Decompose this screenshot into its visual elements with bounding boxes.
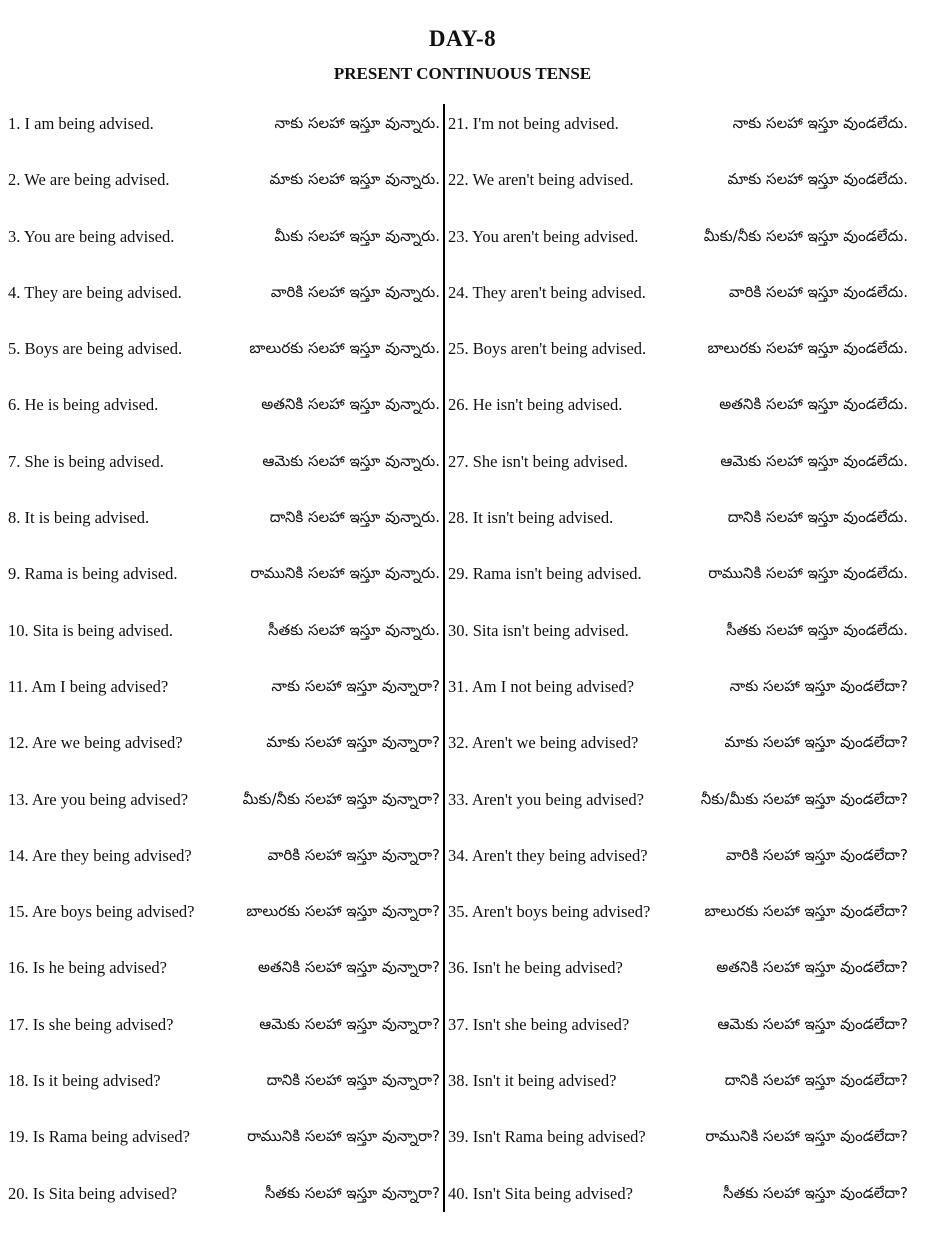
- english-sentence: 17. Is she being advised?: [8, 1014, 174, 1034]
- english-sentence: 34. Aren't they being advised?: [448, 845, 648, 865]
- sentence-row: [8, 1005, 440, 1061]
- sentence-row: [448, 160, 908, 216]
- english-sentence: 35. Aren't boys being advised?: [448, 902, 651, 922]
- telugu-translation: వారికి సలహా ఇస్తూ వున్నారా?: [267, 845, 440, 864]
- telugu-translation: దానికి సలహా ఇస్తూ వున్నారు.: [269, 508, 440, 527]
- sentence-row: [448, 667, 908, 723]
- telugu-translation: వారికి సలహా ఇస్తూ వుండలేదు.: [728, 282, 908, 301]
- english-sentence: 13. Are you being advised?: [8, 789, 189, 809]
- sentence-row: [448, 1117, 908, 1173]
- telugu-translation: బాలురకు సలహా ఇస్తూ వుండలేదు.: [707, 339, 908, 358]
- telugu-translation: మాకు సలహా ఇస్తూ వున్నారా?: [266, 733, 440, 752]
- telugu-translation: మాకు సలహా ఇస్తూ వుండలేదు.: [727, 170, 908, 189]
- sentence-row: [8, 1061, 440, 1117]
- sentence-row: [448, 1005, 908, 1061]
- english-sentence: 3. You are being advised.: [8, 226, 175, 246]
- telugu-translation: ఆమెకు సలహా ఇస్తూ వున్నారు.: [262, 451, 440, 470]
- page-title: DAY-8: [428, 26, 497, 51]
- telugu-translation: మీకు/నీకు సలహా ఇస్తూ వున్నారా?: [242, 789, 440, 808]
- telugu-translation: అతనికి సలహా ఇస్తూ వున్నారు.: [261, 395, 440, 414]
- sentence-row: [8, 329, 440, 385]
- sentence-row: [8, 948, 440, 1004]
- english-sentence: 37. Isn't she being advised?: [448, 1014, 630, 1034]
- english-sentence: 27. She isn't being advised.: [448, 451, 628, 471]
- sentence-row: [448, 554, 908, 610]
- sentence-row: [448, 217, 908, 273]
- english-sentence: 10. Sita is being advised.: [8, 620, 173, 640]
- sentence-row: [448, 385, 908, 441]
- left-column: [8, 104, 440, 1230]
- english-sentence: 12. Are we being advised?: [8, 733, 183, 753]
- english-sentence: 9. Rama is being advised.: [8, 564, 178, 584]
- english-sentence: 2. We are being advised.: [8, 170, 170, 190]
- sentence-row: [8, 385, 440, 441]
- english-sentence: 19. Is Rama being advised?: [8, 1127, 190, 1147]
- sentence-row: [8, 1117, 440, 1173]
- english-sentence: 11. Am I being advised?: [8, 676, 169, 696]
- sentence-row: [8, 104, 440, 160]
- telugu-translation: రామునికి సలహా ఇస్తూ వున్నారా?: [247, 1127, 440, 1146]
- english-sentence: 28. It isn't being advised.: [448, 508, 614, 528]
- telugu-translation: సీతకు సలహా ఇస్తూ వుండలేదు.: [726, 620, 908, 639]
- telugu-translation: అతనికి సలహా ఇస్తూ వుండలేదా?: [716, 958, 908, 977]
- telugu-translation: ఆమెకు సలహా ఇస్తూ వున్నారా?: [259, 1014, 440, 1033]
- sentence-row: [448, 836, 908, 892]
- telugu-translation: అతనికి సలహా ఇస్తూ వున్నారా?: [258, 958, 440, 977]
- telugu-translation: మాకు సలహా ఇస్తూ వున్నారు.: [269, 170, 440, 189]
- telugu-translation: వారికి సలహా ఇస్తూ వున్నారు.: [270, 282, 440, 301]
- telugu-translation: దానికి సలహా ఇస్తూ వుండలేదు.: [727, 508, 908, 527]
- sentence-row: [448, 892, 908, 948]
- english-sentence: 20. Is Sita being advised?: [8, 1183, 178, 1203]
- sentence-row: [8, 1174, 440, 1230]
- sentence-row: [8, 442, 440, 498]
- sentence-row: [8, 611, 440, 667]
- sentence-row: [448, 723, 908, 779]
- telugu-translation: నాకు సలహా ఇస్తూ వుండలేదా?: [729, 676, 908, 695]
- sentence-row: [448, 1061, 908, 1117]
- telugu-translation: నాకు సలహా ఇస్తూ వున్నారా?: [271, 676, 440, 695]
- sentence-row: [448, 329, 908, 385]
- telugu-translation: రామునికి సలహా ఇస్తూ వుండలేదు.: [708, 564, 908, 583]
- english-sentence: 23. You aren't being advised.: [448, 226, 639, 246]
- page-subtitle: PRESENT CONTINUOUS TENSE: [333, 64, 592, 83]
- sentence-row: [448, 273, 908, 329]
- english-sentence: 33. Aren't you being advised?: [448, 789, 644, 809]
- sentence-row: [448, 611, 908, 667]
- telugu-translation: మీకు/నీకు సలహా ఇస్తూ వుండలేదు.: [703, 226, 908, 245]
- sentence-row: [8, 667, 440, 723]
- english-sentence: 29. Rama isn't being advised.: [448, 564, 642, 584]
- sentence-row: [8, 160, 440, 216]
- english-sentence: 30. Sita isn't being advised.: [448, 620, 629, 640]
- right-column: [448, 104, 908, 1230]
- telugu-translation: రామునికి సలహా ఇస్తూ వుండలేదా?: [705, 1127, 908, 1146]
- english-sentence: 4. They are being advised.: [8, 282, 182, 302]
- telugu-translation: సీతకు సలహా ఇస్తూ వున్నారు.: [268, 620, 440, 639]
- telugu-translation: దానికి సలహా ఇస్తూ వుండలేదా?: [724, 1071, 908, 1090]
- telugu-translation: బాలురకు సలహా ఇస్తూ వుండలేదా?: [704, 902, 908, 921]
- english-sentence: 14. Are they being advised?: [8, 845, 192, 865]
- english-sentence: 31. Am I not being advised?: [448, 676, 635, 696]
- english-sentence: 38. Isn't it being advised?: [448, 1071, 617, 1091]
- sentence-row: [8, 723, 440, 779]
- telugu-translation: మాకు సలహా ఇస్తూ వుండలేదా?: [724, 733, 908, 752]
- telugu-translation: అతనికి సలహా ఇస్తూ వుండలేదు.: [719, 395, 908, 414]
- sentence-row: [8, 892, 440, 948]
- telugu-translation: నీకు/మీకు సలహా ఇస్తూ వుండలేదా?: [700, 789, 908, 808]
- sentence-row: [448, 780, 908, 836]
- sentence-row: [8, 780, 440, 836]
- english-sentence: 26. He isn't being advised.: [448, 395, 623, 415]
- sentence-row: [8, 836, 440, 892]
- english-sentence: 1. I am being advised.: [8, 114, 154, 133]
- english-sentence: 7. She is being advised.: [8, 451, 164, 471]
- sentence-row: [448, 442, 908, 498]
- telugu-translation: రామునికి సలహా ఇస్తూ వున్నారు.: [250, 564, 440, 583]
- english-sentence: 16. Is he being advised?: [8, 958, 167, 978]
- telugu-translation: మీకు సలహా ఇస్తూ వున్నారు.: [274, 226, 440, 245]
- english-sentence: 15. Are boys being advised?: [8, 902, 195, 922]
- telugu-translation: సీతకు సలహా ఇస్తూ వుండలేదా?: [723, 1183, 908, 1202]
- sentence-row: [8, 273, 440, 329]
- english-sentence: 25. Boys aren't being advised.: [448, 339, 647, 359]
- sentence-row: [8, 217, 440, 273]
- telugu-translation: వారికి సలహా ఇస్తూ వుండలేదా?: [725, 845, 908, 864]
- telugu-translation: దానికి సలహా ఇస్తూ వున్నారా?: [266, 1071, 440, 1090]
- telugu-translation: బాలురకు సలహా ఇస్తూ వున్నారు.: [249, 339, 440, 358]
- english-sentence: 32. Aren't we being advised?: [448, 733, 639, 753]
- telugu-translation: సీతకు సలహా ఇస్తూ వున్నారా?: [264, 1183, 440, 1202]
- telugu-translation: ఆమెకు సలహా ఇస్తూ వుండలేదా?: [717, 1014, 908, 1033]
- english-sentence: 6. He is being advised.: [8, 395, 159, 415]
- english-sentence: 36. Isn't he being advised?: [448, 958, 623, 978]
- english-sentence: 22. We aren't being advised.: [448, 170, 634, 190]
- column-divider: [443, 104, 445, 1212]
- english-sentence: 8. It is being advised.: [8, 508, 150, 528]
- telugu-translation: బాలురకు సలహా ఇస్తూ వున్నారా?: [246, 902, 440, 921]
- sentence-row: [448, 104, 908, 160]
- english-sentence: 24. They aren't being advised.: [448, 282, 646, 302]
- sentence-row: [8, 498, 440, 554]
- english-sentence: 21. I'm not being advised.: [448, 114, 619, 133]
- english-sentence: 40. Isn't Sita being advised?: [448, 1183, 633, 1203]
- telugu-translation: ఆమెకు సలహా ఇస్తూ వుండలేదు.: [720, 451, 908, 470]
- sentence-row: [448, 498, 908, 554]
- english-sentence: 5. Boys are being advised.: [8, 339, 183, 359]
- english-sentence: 18. Is it being advised?: [8, 1071, 161, 1091]
- sentence-row: [448, 948, 908, 1004]
- telugu-translation: నాకు సలహా ఇస్తూ వున్నారు.: [274, 114, 440, 132]
- sentence-row: [448, 1174, 908, 1230]
- english-sentence: 39. Isn't Rama being advised?: [448, 1127, 646, 1147]
- telugu-translation: నాకు సలహా ఇస్తూ వుండలేదు.: [732, 114, 908, 132]
- sentence-row: [8, 554, 440, 610]
